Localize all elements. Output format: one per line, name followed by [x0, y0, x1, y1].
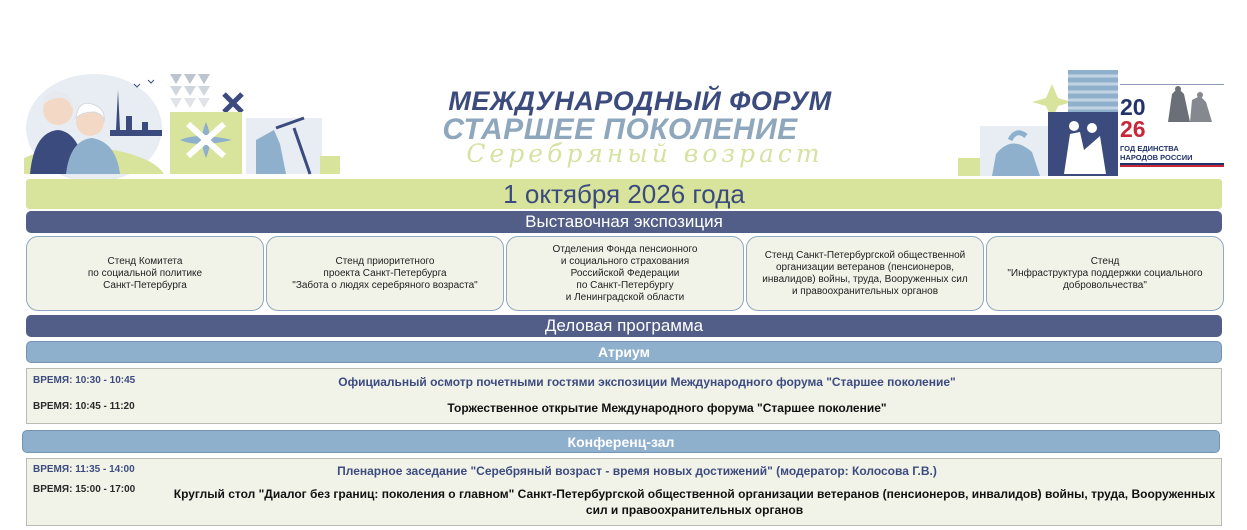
conference-schedule: [26, 458, 1222, 526]
stands-list: [26, 236, 1224, 311]
year-logo-caption-1: ГОД ЕДИНСТВА: [1120, 144, 1179, 153]
atrium-schedule: [26, 368, 1222, 424]
year-logo-caption-2: НАРОДОВ РОССИИ: [1120, 153, 1193, 162]
schedule-time: ВРЕМЯ: 10:30 - 10:45: [33, 375, 136, 386]
schedule-event: Круглый стол "Диалог без границ: поколения о главном" Санкт-Петербургской общественной организации ветеранов (пенсионеров, инвалидов) войны, труда, Вооруженных сил и правоохранительных органов: [173, 487, 1216, 517]
schedule-time: ВРЕМЯ: 11:35 - 14:00: [33, 464, 135, 475]
left-header-illustration: [24, 70, 344, 182]
schedule-event: Официальный осмотр почетными гостями экспозиции Международного форума "Старшее поколение": [338, 375, 956, 389]
forum-title: МЕЖДУНАРОДНЫЙ ФОРУМ: [448, 86, 832, 116]
conference-hall-header: Конференц-зал: [22, 430, 1220, 453]
schedule-event: Пленарное заседание "Серебряный возраст - время новых достижений" (модератор: Колосова Г.В.): [337, 464, 937, 478]
stand-card-1: Стенд Комитета по социальной политике Санкт-Петербурга: [26, 236, 264, 311]
exhibition-header: Выставочная экспозиция: [26, 211, 1222, 233]
event-date: 1 октября 2026 года: [26, 179, 1222, 209]
schedule-event: Торжественное открытие Международного форума "Старшее поколение": [447, 401, 887, 415]
schedule-time: ВРЕМЯ: 15:00 - 17:00: [33, 484, 136, 495]
stand-card-2: Стенд приоритетного проекта Санкт-Петербурга "Забота о людях серебряного возраста": [266, 236, 504, 311]
forum-subtitle: СТАРШЕЕ ПОКОЛЕНИЕ: [442, 113, 798, 146]
schedule-time: ВРЕМЯ: 10:45 - 11:20: [33, 401, 135, 412]
stand-card-3: Отделения Фонда пенсионного и социального страхования Российской Федерации по Санкт-Петербургу и Ленинградской области: [506, 236, 744, 311]
year-of-unity-logo: [1120, 96, 1224, 167]
forum-tagline: Серебряный возраст: [466, 139, 824, 168]
year-logo-part2: 26: [1120, 116, 1146, 142]
year-logo-part1: 20: [1120, 94, 1146, 120]
stand-card-4: Стенд Санкт-Петербургской общественной организации ветеранов (пенсионеров, инвалидов) войны, труда, Вооруженных сил и правоохранительных органов: [746, 236, 984, 311]
stand-card-5: Стенд "Инфраструктура поддержки социального добровольчества": [986, 236, 1224, 311]
right-header-illustration: [956, 70, 1120, 182]
atrium-header: Атриум: [26, 341, 1222, 363]
business-program-header: Деловая программа: [26, 315, 1222, 337]
